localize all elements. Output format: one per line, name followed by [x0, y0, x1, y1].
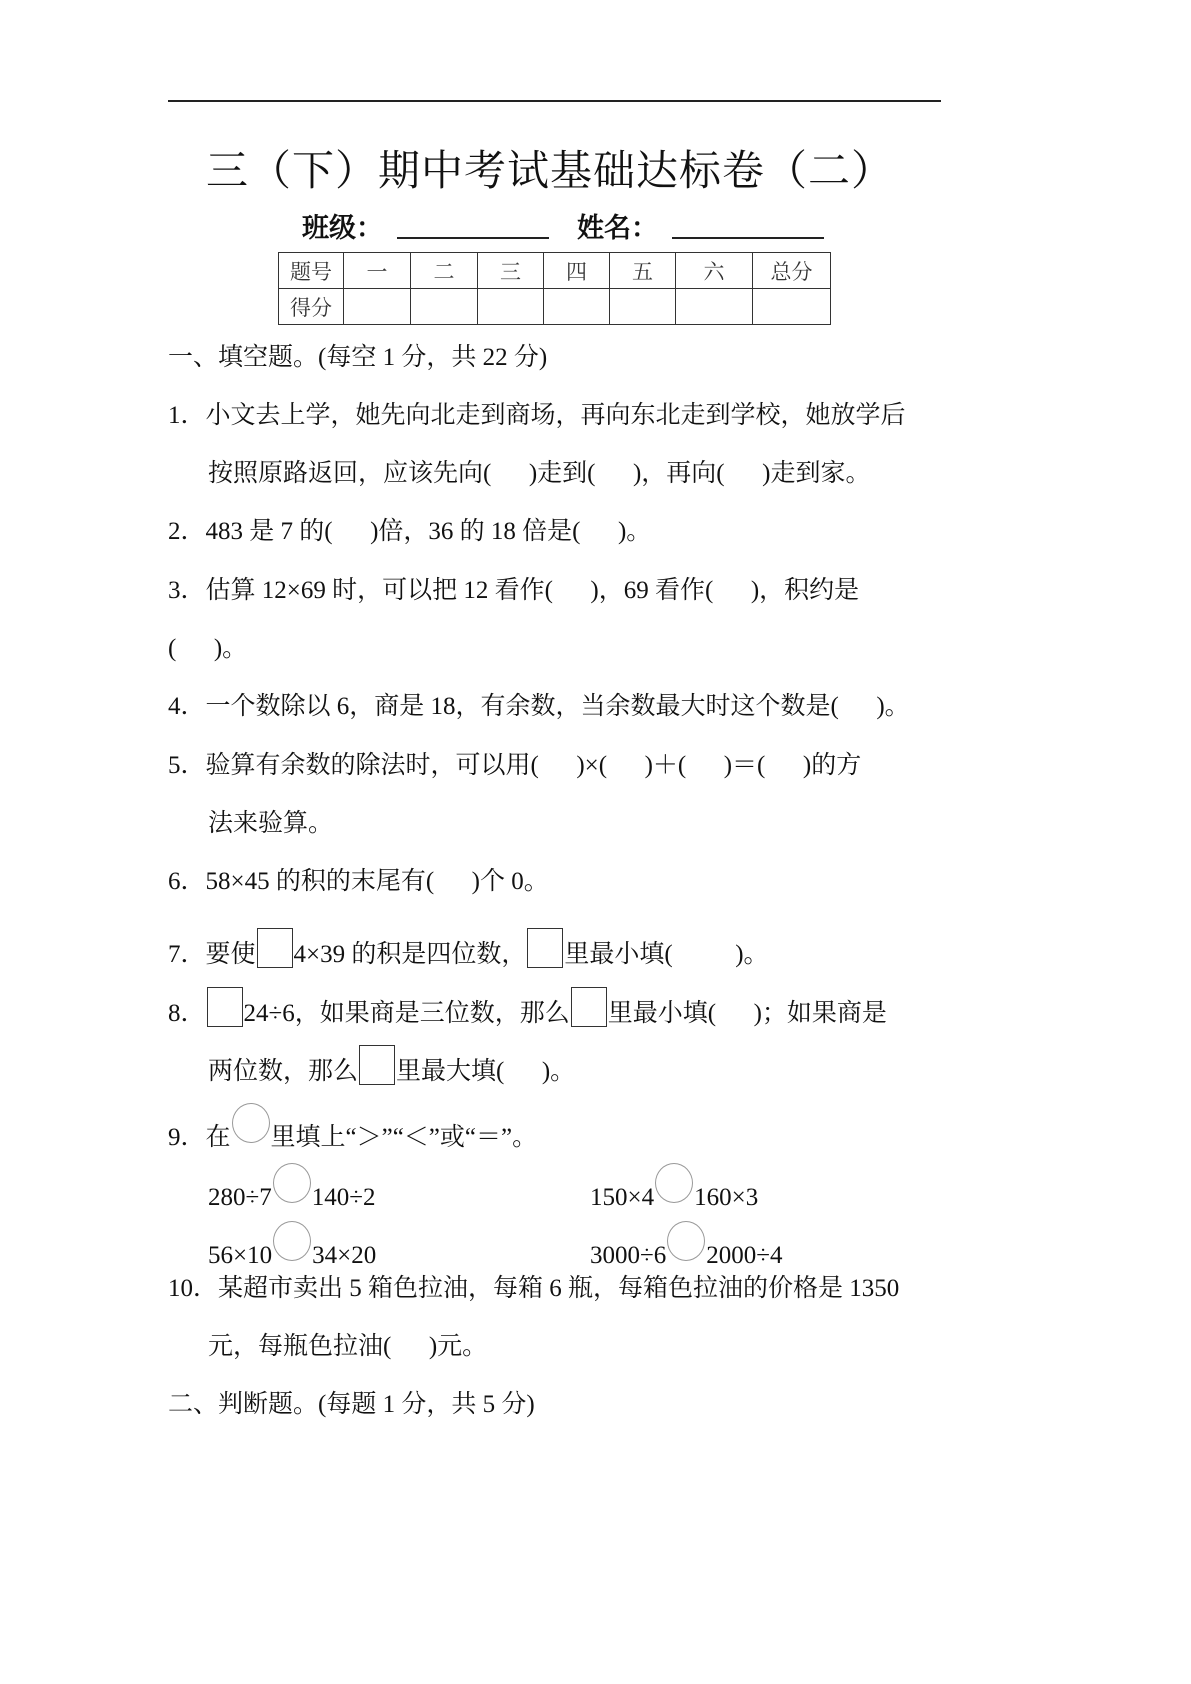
- line-text: 140÷2: [311, 1184, 376, 1211]
- score-row: [279, 289, 831, 325]
- score-cell[interactable]: [544, 289, 610, 325]
- line-text: 2．483 是 7 的( )倍，36 的 18 倍是( )。: [168, 518, 652, 545]
- answer-box[interactable]: [207, 987, 243, 1027]
- header-rule: [168, 100, 941, 102]
- score-table: [278, 252, 831, 325]
- text-line: [168, 691, 910, 723]
- line-text: 法来验算。: [208, 810, 334, 837]
- line-text: 按照原路返回，应该先向( )走到( )，再向( )走到家。: [208, 460, 871, 487]
- line-text: 里最小填( )。: [564, 941, 769, 968]
- text-line: [168, 1103, 537, 1154]
- line-text: 两位数，那么: [208, 1058, 359, 1085]
- line-text: 10．某超市卖出 5 箱色拉油，每箱 6 瓶，每箱色拉油的价格是 1350: [168, 1275, 900, 1302]
- text-line: [168, 1273, 899, 1305]
- compare-circle[interactable]: [232, 1103, 270, 1143]
- header-cell: 总分: [753, 253, 831, 289]
- name-label: 姓名：: [577, 213, 658, 244]
- line-text: 3000÷6: [590, 1242, 667, 1269]
- line-text: 4．一个数除以 6，商是 18，有余数，当余数最大时这个数是( )。: [168, 693, 910, 720]
- text-line: [168, 866, 549, 898]
- answer-box[interactable]: [527, 928, 563, 968]
- text-line: [208, 1331, 487, 1363]
- line-text: 里最小填( )；如果商是: [607, 1000, 887, 1027]
- line-text: 2000÷4: [706, 1242, 783, 1269]
- text-line: [168, 633, 247, 665]
- compare-circle[interactable]: [667, 1221, 705, 1261]
- header-cell: 三: [478, 253, 544, 289]
- name-field[interactable]: [672, 213, 824, 239]
- score-header-row: [279, 253, 831, 289]
- text-line: [168, 342, 547, 374]
- line-text: 1．小文去上学，她先向北走到商场，再向东北走到学校，她放学后: [168, 402, 906, 429]
- student-info: [302, 206, 852, 245]
- header-cell: 六: [676, 253, 753, 289]
- answer-box[interactable]: [257, 928, 293, 968]
- text-line: [208, 1045, 575, 1088]
- line-text: 一、填空题。(每空 1 分，共 22 分): [168, 344, 548, 371]
- text-line: [168, 516, 651, 548]
- score-cell[interactable]: [411, 289, 478, 325]
- compare-circle[interactable]: [655, 1163, 693, 1203]
- score-cell[interactable]: [610, 289, 676, 325]
- line-text: 7．要使: [168, 941, 256, 968]
- header-cell: 题号: [279, 253, 344, 289]
- text-line: [168, 928, 769, 971]
- line-text: 元，每瓶色拉油( )元。: [208, 1333, 488, 1360]
- score-row-label: 得分: [279, 289, 344, 325]
- score-cell[interactable]: [478, 289, 544, 325]
- line-text: 56×10: [208, 1242, 273, 1269]
- page-title: 三（下）期中考试基础达标卷（二）: [205, 146, 894, 195]
- line-text: 4×39 的积是四位数，: [293, 941, 527, 968]
- class-label: 班级：: [302, 213, 383, 244]
- text-line: [208, 458, 870, 490]
- score-cell[interactable]: [344, 289, 411, 325]
- answer-box[interactable]: [571, 987, 607, 1027]
- score-cell[interactable]: [676, 289, 753, 325]
- line-text: 280÷7: [208, 1184, 272, 1211]
- line-text: 24÷6，如果商是三位数，那么: [243, 1000, 570, 1027]
- line-text: 8．: [168, 1000, 206, 1027]
- header-cell: 四: [544, 253, 610, 289]
- header-cell: 五: [610, 253, 676, 289]
- line-text: 二、判断题。(每题 1 分，共 5 分): [168, 1391, 535, 1418]
- header-cell: 一: [344, 253, 411, 289]
- class-field[interactable]: [397, 213, 549, 239]
- text-line: [208, 808, 333, 840]
- line-text: 9．在: [168, 1124, 231, 1151]
- answer-box[interactable]: [359, 1045, 395, 1085]
- line-text: 6．58×45 的积的末尾有( )个 0。: [168, 868, 549, 895]
- line-text: ( )。: [168, 635, 248, 662]
- text-line: [208, 1163, 375, 1214]
- line-text: 里最大填( )。: [396, 1058, 576, 1085]
- text-line: [168, 575, 859, 607]
- line-text: 3．估算 12×69 时，可以把 12 看作( )，69 看作( )，积约是: [168, 577, 860, 604]
- line-text: 160×3: [694, 1184, 759, 1211]
- header-cell: 二: [411, 253, 478, 289]
- text-line: [168, 1389, 535, 1421]
- compare-circle[interactable]: [273, 1163, 311, 1203]
- text-line: [168, 987, 887, 1030]
- text-line: [590, 1163, 758, 1214]
- line-text: 5．验算有余数的除法时，可以用( )×( )＋( )＝( )的方: [168, 752, 862, 779]
- text-line: [590, 1221, 782, 1272]
- compare-circle[interactable]: [273, 1221, 311, 1261]
- line-text: 34×20: [312, 1242, 377, 1269]
- line-text: 150×4: [590, 1184, 655, 1211]
- score-cell[interactable]: [753, 289, 831, 325]
- line-text: 里填上“＞”“＜”或“＝”。: [270, 1124, 538, 1151]
- text-line: [168, 400, 906, 432]
- text-line: [208, 1221, 376, 1272]
- text-line: [168, 750, 861, 782]
